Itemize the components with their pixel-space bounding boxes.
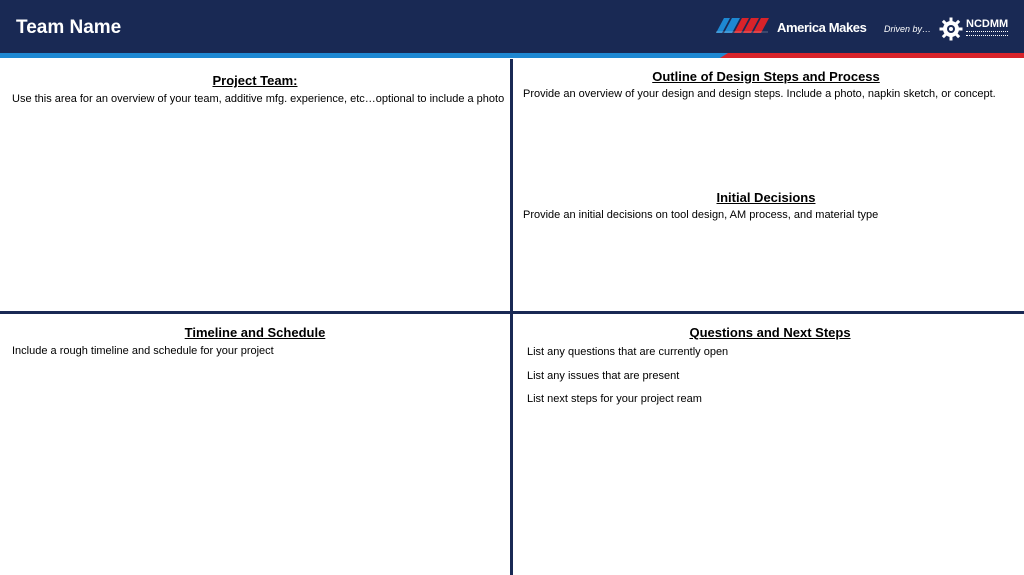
ncdmm-gear-icon: [939, 17, 963, 41]
initial-decisions-title: Initial Decisions: [716, 190, 816, 205]
questions-title: Questions and Next Steps: [689, 325, 851, 340]
america-makes-logo-icon: [716, 17, 770, 34]
driven-by-label: Driven by…: [884, 24, 932, 34]
timeline-title: Timeline and Schedule: [184, 325, 326, 340]
next-steps-item: List next steps for your project ream: [527, 393, 702, 405]
america-makes-wordmark: America Makes: [777, 20, 867, 35]
vertical-divider: [510, 59, 513, 575]
project-team-body: Use this area for an overview of your team, additive mfg. experience, etc…optional to include a photo: [12, 93, 505, 105]
ncdmm-tagline-graphic: [966, 31, 1008, 36]
project-team-title: Project Team:: [212, 73, 298, 88]
design-steps-body: Provide an overview of your design and design steps. Include a photo, napkin sketch, or concept.: [523, 88, 996, 100]
timeline-body: Include a rough timeline and schedule for your project: [12, 345, 274, 357]
team-name: Team Name: [16, 17, 122, 38]
header-bar: [0, 0, 1024, 53]
accent-stripe-red: [720, 53, 1024, 58]
ncdmm-wordmark: NCDMM: [966, 18, 1009, 30]
issues-item: List any issues that are present: [527, 370, 680, 382]
questions-item: List any questions that are currently open: [527, 346, 729, 358]
horizontal-divider: [0, 311, 1024, 314]
initial-decisions-body: Provide an initial decisions on tool design, AM process, and material type: [523, 209, 879, 221]
design-steps-title: Outline of Design Steps and Process: [652, 69, 880, 84]
